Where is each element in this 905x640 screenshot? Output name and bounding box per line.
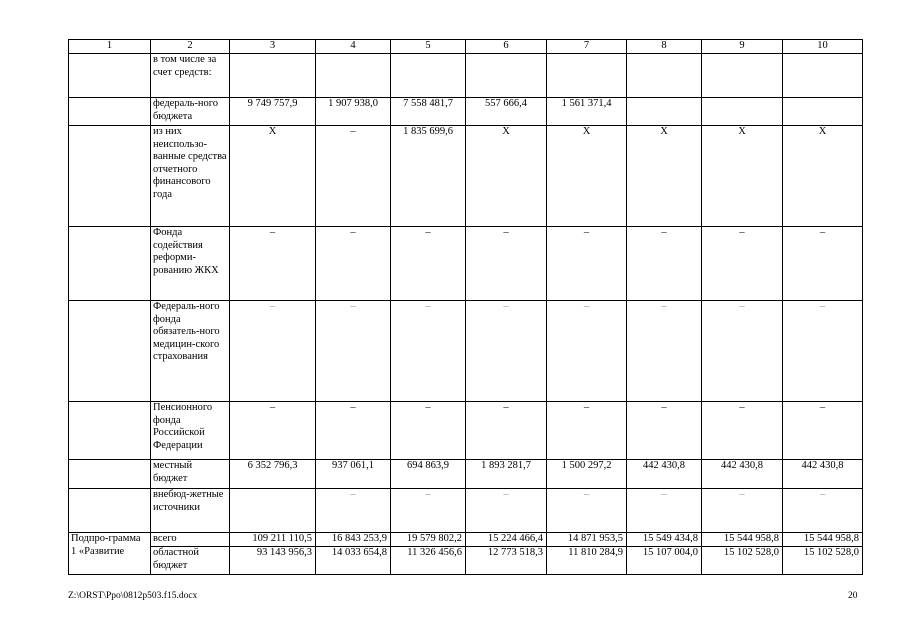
value-cell: X — [466, 126, 547, 227]
col-header: 2 — [151, 40, 230, 54]
table-row — [69, 98, 863, 126]
value-cell: X — [230, 126, 316, 227]
value-cell: 15 544 958,8 — [783, 533, 863, 547]
value-cell — [783, 54, 863, 98]
value-cell: – — [783, 402, 863, 460]
value-cell: – — [230, 402, 316, 460]
value-cell: 557 666,4 — [466, 98, 547, 126]
value-cell: – — [547, 402, 627, 460]
value-cell: – — [230, 227, 316, 301]
value-cell: 15 549 434,8 — [627, 533, 702, 547]
value-cell: 12 773 518,3 — [466, 547, 547, 575]
value-cell: – — [316, 489, 391, 533]
value-cell: 11 326 456,6 — [391, 547, 466, 575]
value-cell: 19 579 802,2 — [391, 533, 466, 547]
value-cell: 15 544 958,8 — [702, 533, 783, 547]
value-cell: – — [547, 227, 627, 301]
col-header: 7 — [547, 40, 627, 54]
value-cell: 1 561 371,4 — [547, 98, 627, 126]
value-cell: 16 843 253,9 — [316, 533, 391, 547]
col-header: 9 — [702, 40, 783, 54]
value-cell: X — [783, 126, 863, 227]
value-cell: 937 061,1 — [316, 460, 391, 489]
col-header: 10 — [783, 40, 863, 54]
value-cell: – — [547, 489, 627, 533]
value-cell: 442 430,8 — [627, 460, 702, 489]
value-cell: – — [466, 301, 547, 402]
value-cell: – — [391, 489, 466, 533]
col-header: 3 — [230, 40, 316, 54]
value-cell: – — [783, 227, 863, 301]
col-header: 8 — [627, 40, 702, 54]
value-cell: – — [391, 301, 466, 402]
value-cell: 1 835 699,6 — [391, 126, 466, 227]
value-cell: 14 871 953,5 — [547, 533, 627, 547]
value-cell: – — [391, 227, 466, 301]
source-cell: федераль-ного бюджета — [151, 98, 230, 126]
value-cell — [702, 54, 783, 98]
value-cell: – — [702, 227, 783, 301]
program-cell — [69, 227, 151, 301]
value-cell: – — [547, 301, 627, 402]
value-cell: 1 907 938,0 — [316, 98, 391, 126]
value-cell — [783, 98, 863, 126]
value-cell: 15 102 528,0 — [702, 547, 783, 575]
value-cell — [627, 54, 702, 98]
header-row — [69, 40, 863, 54]
value-cell: 7 558 481,7 — [391, 98, 466, 126]
source-cell: внебюд-жетные источники — [151, 489, 230, 533]
value-cell: – — [783, 489, 863, 533]
program-cell — [69, 460, 151, 489]
value-cell: 9 749 757,9 — [230, 98, 316, 126]
value-cell: – — [627, 402, 702, 460]
source-cell: Фонда содействия реформи-рованию ЖКХ — [151, 227, 230, 301]
value-cell: – — [316, 402, 391, 460]
file-path: Z:\ORST\Ppo\0812p503.f15.docx — [68, 591, 198, 601]
source-cell: Пенсионного фонда Российской Федерации — [151, 402, 230, 460]
value-cell: – — [466, 489, 547, 533]
value-cell: – — [627, 227, 702, 301]
table-row — [69, 402, 863, 460]
value-cell: – — [230, 301, 316, 402]
source-cell: всего — [151, 533, 230, 547]
value-cell: – — [783, 301, 863, 402]
value-cell: – — [702, 489, 783, 533]
col-header: 4 — [316, 40, 391, 54]
program-cell — [69, 54, 151, 98]
source-cell: Федераль-ного фонда обязатель-ного медицин-ского страхования — [151, 301, 230, 402]
value-cell: – — [702, 402, 783, 460]
value-cell: – — [316, 126, 391, 227]
value-cell — [391, 54, 466, 98]
value-cell: – — [627, 301, 702, 402]
value-cell: 14 033 654,8 — [316, 547, 391, 575]
value-cell — [230, 54, 316, 98]
value-cell: 11 810 284,9 — [547, 547, 627, 575]
source-cell: в том числе за счет средств: — [151, 54, 230, 98]
value-cell: X — [627, 126, 702, 227]
value-cell: 6 352 796,3 — [230, 460, 316, 489]
value-cell — [316, 54, 391, 98]
value-cell: – — [391, 402, 466, 460]
value-cell: 694 863,9 — [391, 460, 466, 489]
value-cell: 442 430,8 — [702, 460, 783, 489]
value-cell — [230, 489, 316, 533]
value-cell: 15 224 466,4 — [466, 533, 547, 547]
value-cell: – — [702, 301, 783, 402]
program-cell: Подпро-грамма 1 «Развитие — [69, 533, 151, 575]
col-header: 6 — [466, 40, 547, 54]
program-cell — [69, 402, 151, 460]
value-cell — [627, 98, 702, 126]
program-cell — [69, 126, 151, 227]
program-cell — [69, 301, 151, 402]
table-row — [69, 460, 863, 489]
table-row — [69, 489, 863, 533]
table-row — [69, 126, 863, 227]
value-cell: 15 102 528,0 — [783, 547, 863, 575]
source-cell: местный бюджет — [151, 460, 230, 489]
value-cell: – — [316, 227, 391, 301]
value-cell: – — [466, 402, 547, 460]
value-cell: 109 211 110,5 — [230, 533, 316, 547]
col-header: 1 — [69, 40, 151, 54]
value-cell: – — [627, 489, 702, 533]
table-row — [69, 547, 863, 575]
table-row — [69, 533, 863, 547]
value-cell: 15 107 004,0 — [627, 547, 702, 575]
value-cell: 93 143 956,3 — [230, 547, 316, 575]
value-cell — [547, 54, 627, 98]
col-header: 5 — [391, 40, 466, 54]
table-row — [69, 54, 863, 98]
budget-table — [68, 39, 863, 575]
value-cell: X — [702, 126, 783, 227]
page-number: 20 — [848, 591, 858, 601]
value-cell: – — [316, 301, 391, 402]
source-cell: областной бюджет — [151, 547, 230, 575]
value-cell — [702, 98, 783, 126]
table-row — [69, 227, 863, 301]
value-cell: X — [547, 126, 627, 227]
program-cell — [69, 98, 151, 126]
table-row — [69, 301, 863, 402]
source-cell: из них неиспользо-ванные средства отчетного финансового года — [151, 126, 230, 227]
value-cell: 1 893 281,7 — [466, 460, 547, 489]
value-cell: 442 430,8 — [783, 460, 863, 489]
value-cell: 1 500 297,2 — [547, 460, 627, 489]
value-cell: – — [466, 227, 547, 301]
program-cell — [69, 489, 151, 533]
value-cell — [466, 54, 547, 98]
